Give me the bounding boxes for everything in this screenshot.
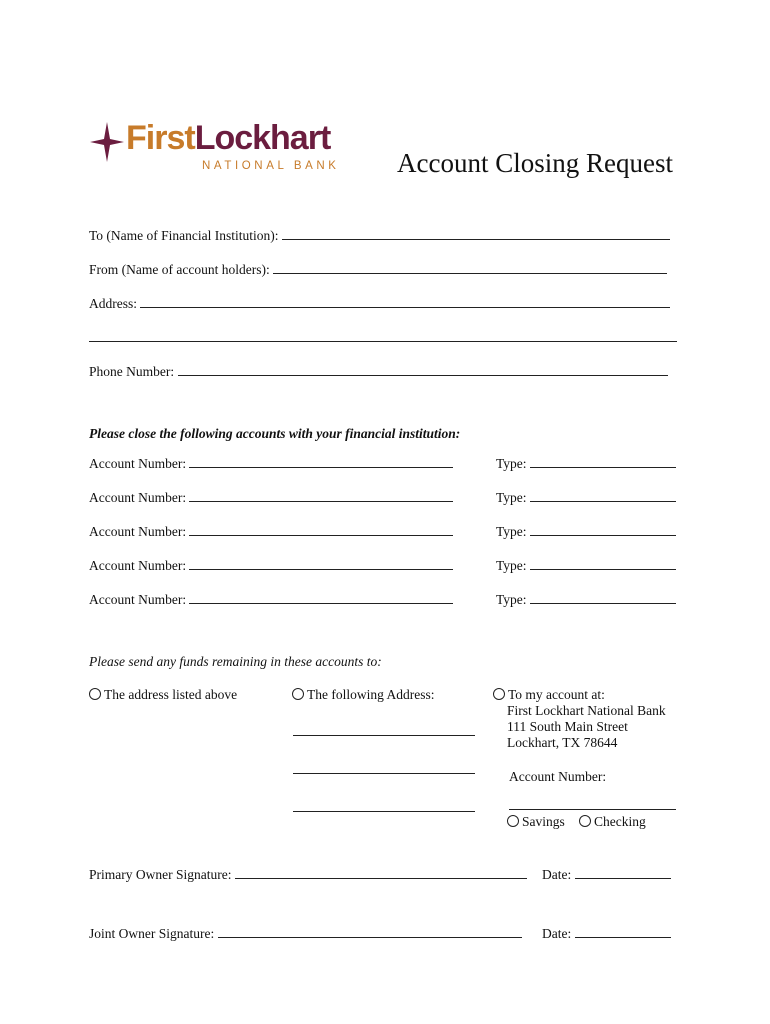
address-input-line[interactable]	[140, 295, 670, 308]
joint-signature-label: Joint Owner Signature:	[89, 926, 215, 941]
my-account-number-label: Account Number:	[509, 769, 607, 784]
joint-signature-input[interactable]	[218, 925, 522, 938]
account-number-label: Account Number:	[89, 490, 187, 505]
type-label: Type:	[496, 558, 527, 573]
phone-field-row	[89, 363, 668, 380]
account-number-input[interactable]	[189, 591, 453, 604]
radio-circle-icon[interactable]	[507, 815, 519, 827]
account-row-5	[89, 591, 453, 608]
account-number-label: Account Number:	[89, 456, 187, 471]
account-number-label: Account Number:	[89, 592, 187, 607]
phone-input-line[interactable]	[178, 363, 668, 376]
account-row-3	[89, 523, 453, 540]
bank-logo	[90, 120, 360, 180]
to-input-line[interactable]	[282, 227, 670, 240]
joint-date-input[interactable]	[575, 925, 671, 938]
type-label: Type:	[496, 592, 527, 607]
joint-signature-row	[89, 925, 522, 942]
account-number-input[interactable]	[189, 489, 453, 502]
star-icon	[90, 122, 124, 162]
address-line-2-row	[89, 329, 677, 346]
checking-label: Checking	[594, 814, 646, 829]
option-following-label: The following Address:	[307, 687, 435, 702]
type-row-4	[496, 557, 676, 574]
bank-city: Lockhart, TX 78644	[507, 735, 618, 750]
option-my-account[interactable]	[493, 687, 605, 703]
account-row-2	[89, 489, 453, 506]
following-address-line-2[interactable]	[293, 761, 475, 778]
address-field-row	[89, 295, 670, 312]
radio-circle-icon[interactable]	[493, 688, 505, 700]
type-label: Type:	[496, 456, 527, 471]
type-label: Type:	[496, 524, 527, 539]
option-following-address[interactable]	[292, 687, 435, 703]
account-number-input[interactable]	[189, 523, 453, 536]
account-row-4	[89, 557, 453, 574]
primary-date-input[interactable]	[575, 866, 671, 879]
option-account-label: To my account at:	[508, 687, 605, 702]
from-field-row	[89, 261, 667, 278]
savings-option[interactable]	[507, 814, 565, 830]
logo-first-text: First	[126, 119, 195, 157]
radio-circle-icon[interactable]	[292, 688, 304, 700]
following-address-line-1[interactable]	[293, 723, 475, 740]
primary-signature-row	[89, 866, 527, 883]
to-field-row	[89, 227, 670, 244]
primary-signature-input[interactable]	[235, 866, 527, 879]
from-input-line[interactable]	[273, 261, 667, 274]
bank-name: First Lockhart National Bank	[507, 703, 666, 718]
account-number-input[interactable]	[189, 557, 453, 570]
type-input[interactable]	[530, 591, 676, 604]
following-address-line-3[interactable]	[293, 799, 475, 816]
account-number-label: Account Number:	[89, 524, 187, 539]
radio-circle-icon[interactable]	[89, 688, 101, 700]
primary-date-label: Date:	[542, 867, 572, 882]
bank-street: 111 South Main Street	[507, 719, 628, 734]
joint-date-label: Date:	[542, 926, 572, 941]
accounts-heading: Please close the following accounts with your financial institution:	[89, 426, 461, 441]
from-label: From (Name of account holders):	[89, 262, 270, 277]
address-input-line-2[interactable]	[89, 329, 677, 342]
type-label: Type:	[496, 490, 527, 505]
funds-heading: Please send any funds remaining in these accounts to:	[89, 654, 382, 669]
type-input[interactable]	[530, 489, 676, 502]
option-address-label: The address listed above	[104, 687, 238, 702]
option-address-above[interactable]	[89, 687, 237, 703]
primary-date-row	[542, 866, 671, 883]
checking-option[interactable]	[579, 814, 646, 830]
type-row-1	[496, 455, 676, 472]
savings-label: Savings	[522, 814, 565, 829]
type-input[interactable]	[530, 523, 676, 536]
type-input[interactable]	[530, 557, 676, 570]
to-label: To (Name of Financial Institution):	[89, 228, 279, 243]
primary-signature-label: Primary Owner Signature:	[89, 867, 232, 882]
account-number-input[interactable]	[189, 455, 453, 468]
address-label: Address:	[89, 296, 137, 311]
phone-label: Phone Number:	[89, 364, 175, 379]
account-row-1	[89, 455, 453, 472]
logo-lockhart-text: Lockhart	[194, 119, 331, 157]
type-row-5	[496, 591, 676, 608]
logo-subtitle: NATIONAL BANK	[202, 160, 340, 172]
type-row-2	[496, 489, 676, 506]
my-account-number-input[interactable]	[509, 797, 676, 814]
joint-date-row	[542, 925, 671, 942]
type-row-3	[496, 523, 676, 540]
type-input[interactable]	[530, 455, 676, 468]
radio-circle-icon[interactable]	[579, 815, 591, 827]
page-title: Account Closing Request	[397, 148, 673, 178]
account-number-label: Account Number:	[89, 558, 187, 573]
